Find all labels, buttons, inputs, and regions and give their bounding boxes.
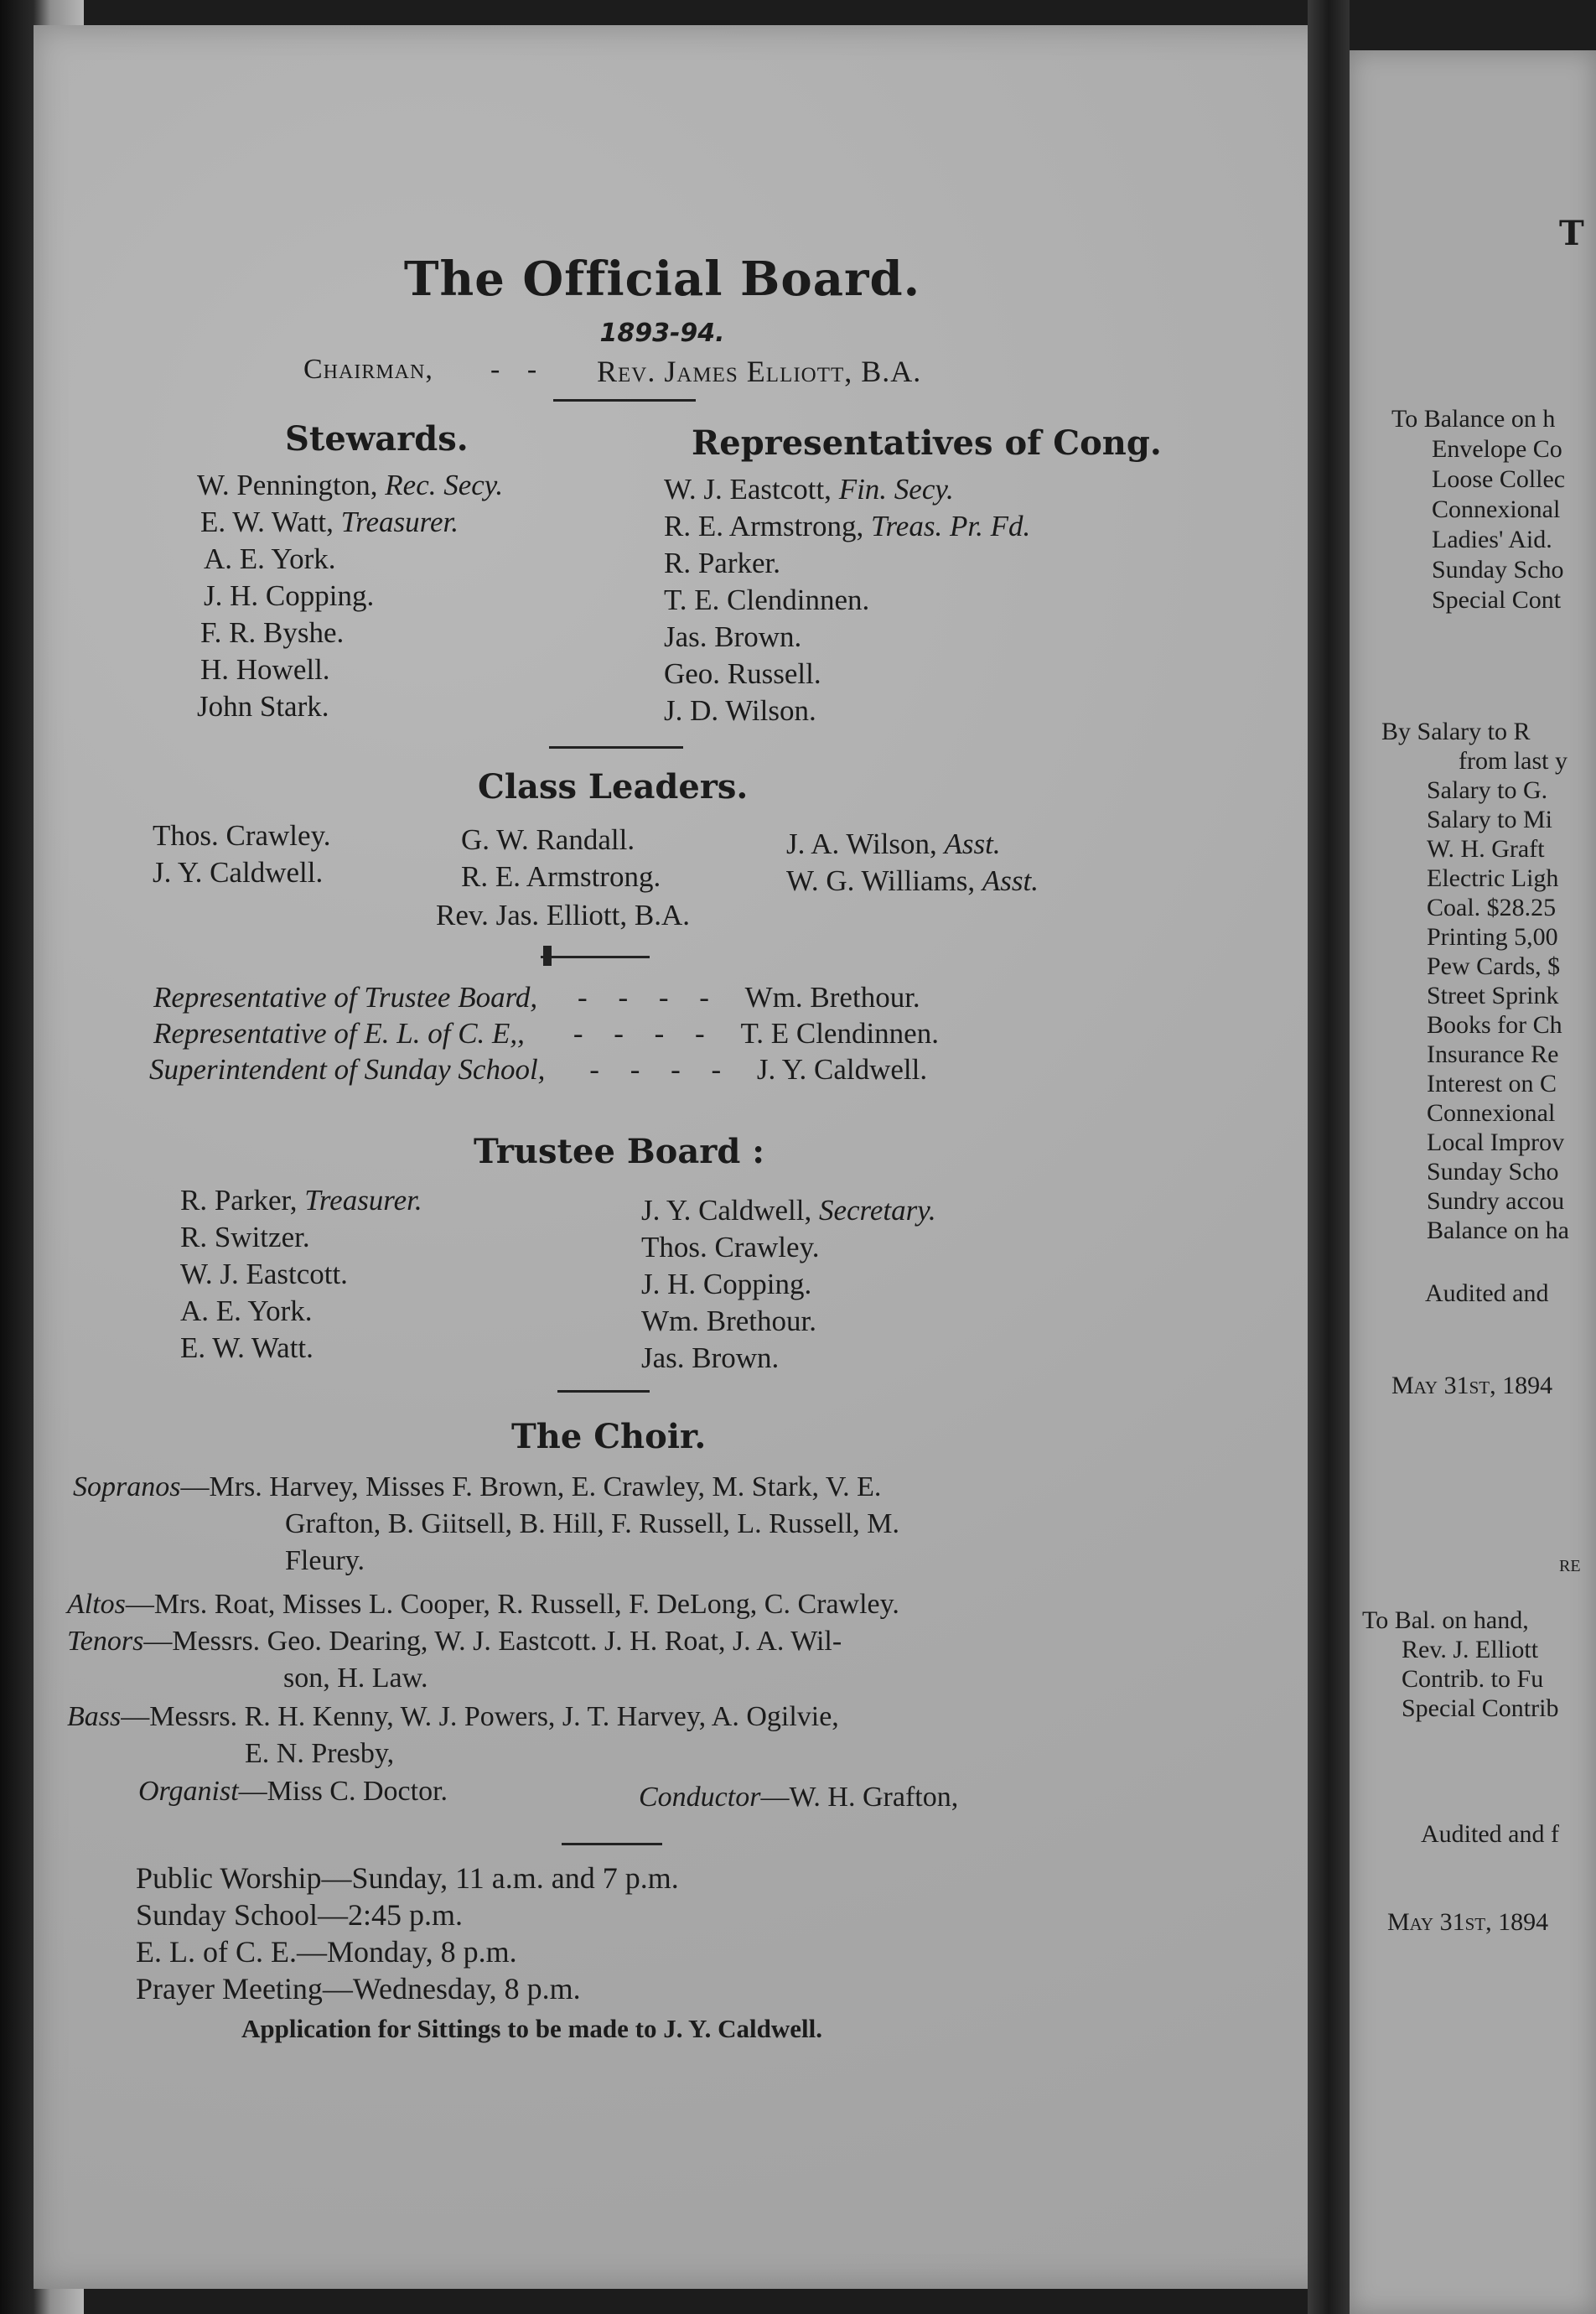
steward-item: John Stark. [197, 690, 329, 723]
choir-heading: The Choir. [511, 1417, 707, 1456]
divider-rule [549, 746, 683, 749]
representative-item: T. E. Clendinnen. [664, 584, 870, 616]
representative-item: R. E. Armstrong, Treas. Pr. Fd. [664, 510, 1031, 542]
application-note: Application for Sittings to be made to J. Y. Caldwell. [241, 2014, 822, 2043]
right-line: Electric Ligh [1427, 864, 1559, 892]
right-line: Special Cont [1432, 586, 1562, 614]
divider-rule [541, 956, 650, 958]
right-line: Ladies' Aid. [1432, 526, 1552, 553]
trustee-item: R. Switzer. [180, 1221, 310, 1253]
right-line: Special Contrib [1402, 1694, 1559, 1722]
trustee-representative-row: Representative of Trustee Board, - - - - Wm. Brethour. [153, 981, 920, 1014]
right-line: May 31st, 1894 [1387, 1908, 1549, 1936]
right-line: To Bal. on hand, [1362, 1606, 1529, 1634]
trustee-board-col1 [180, 1182, 422, 1367]
class-leader-item: Thos. Crawley. [153, 819, 331, 852]
class-leaders-heading: Class Leaders. [478, 767, 749, 807]
right-line: By Salary to R [1381, 718, 1531, 745]
trustee-item: R. Parker, Treasurer. [180, 1184, 422, 1217]
organist-line: Organist—Miss C. Doctor. [138, 1776, 448, 1807]
steward-item: E. W. Watt, Treasurer. [200, 506, 459, 538]
class-leaders-col1 [153, 817, 331, 891]
left-page [34, 25, 1341, 2289]
divider-rule [557, 1390, 650, 1393]
service-time: E. L. of C. E.—Monday, 8 p.m. [136, 1935, 517, 1969]
trustee-item: Jas. Brown. [641, 1341, 780, 1374]
trustee-item: A. E. York. [180, 1294, 313, 1327]
chairman-dashes: - - [490, 354, 547, 385]
right-line: Connexional [1432, 495, 1561, 523]
right-line: Sunday Scho [1432, 556, 1564, 584]
service-time: Prayer Meeting—Wednesday, 8 p.m. [136, 1972, 581, 2005]
el-ce-representative-row: Representative of E. L. of C. E,, - - - - T. E Clendinnen. [153, 1017, 939, 1050]
trustee-item: Thos. Crawley. [641, 1231, 820, 1263]
right-line: Salary to G. [1427, 776, 1548, 804]
sopranos-line: Grafton, B. Giitsell, B. Hill, F. Russell, L. Russell, M. [285, 1508, 900, 1539]
right-line: Interest on C [1427, 1070, 1557, 1097]
representative-item: W. J. Eastcott, Fin. Secy. [664, 473, 954, 506]
right-line: Local Improv [1427, 1128, 1565, 1156]
right-line: Salary to Mi [1427, 806, 1552, 833]
right-line: W. H. Graft [1427, 835, 1545, 863]
right-line: Books for Ch [1427, 1011, 1562, 1039]
right-line: Audited and [1425, 1279, 1549, 1307]
stewards-heading: Stewards. [285, 419, 469, 459]
right-line: Loose Collec [1432, 465, 1566, 493]
divider-ornament [543, 946, 552, 966]
steward-item: J. H. Copping. [204, 579, 375, 612]
representatives-heading: Representatives of Cong. [692, 423, 1162, 463]
trustee-item: E. W. Watt. [180, 1331, 314, 1364]
right-line: Sundry accou [1427, 1187, 1565, 1215]
right-line: Pew Cards, $ [1427, 952, 1561, 980]
trustee-item: Wm. Brethour. [641, 1305, 816, 1337]
right-line: RE [1559, 1557, 1581, 1575]
right-line: Contrib. to Fu [1402, 1665, 1544, 1693]
representative-item: J. D. Wilson. [664, 694, 816, 727]
conductor-line: Conductor—W. H. Grafton, [639, 1782, 959, 1813]
representative-item: Geo. Russell. [664, 657, 821, 690]
class-leader-item: G. W. Randall. [461, 823, 635, 856]
bass-line: E. N. Presby, [245, 1738, 395, 1769]
representative-item: R. Parker. [664, 547, 781, 579]
tenors-line: Tenors—Messrs. Geo. Dearing, W. J. Eastcott. J. H. Roat, J. A. Wil- [67, 1626, 842, 1657]
right-page-heading-fragment: T [1559, 214, 1584, 253]
steward-item: W. Pennington, Rec. Secy. [197, 469, 504, 501]
class-leader-item: W. G. Williams, Asst. [786, 864, 1039, 897]
chairman-label: Chairman, [303, 354, 433, 385]
page-gutter [1308, 0, 1350, 2314]
altos-line: Altos—Mrs. Roat, Misses L. Cooper, R. Russell, F. DeLong, C. Crawley. [67, 1589, 899, 1620]
bass-line: Bass—Messrs. R. H. Kenny, W. J. Powers, J. T. Harvey, A. Ogilvie, [67, 1701, 839, 1732]
right-line: Envelope Co [1432, 435, 1562, 463]
right-line: Coal. $28.25 [1427, 894, 1557, 921]
class-leader-item: J. Y. Caldwell. [153, 856, 324, 889]
chairman-name: Rev. James Elliott, B.A. [597, 355, 922, 388]
right-line: Insurance Re [1427, 1040, 1559, 1068]
class-leader-item: Rev. Jas. Elliott, B.A. [436, 899, 691, 931]
sopranos-line: Fleury. [285, 1545, 365, 1576]
right-line: To Balance on h [1391, 405, 1556, 433]
representative-item: Jas. Brown. [664, 620, 802, 653]
right-page [1350, 50, 1596, 2314]
right-line: Audited and f [1421, 1820, 1559, 1848]
trustee-item: J. H. Copping. [641, 1268, 812, 1300]
sopranos-line: Sopranos—Mrs. Harvey, Misses F. Brown, E. Crawley, M. Stark, V. E. [73, 1471, 882, 1502]
stewards-list [197, 467, 503, 725]
right-line: from last y [1459, 747, 1568, 775]
right-line: Rev. J. Elliott [1402, 1636, 1539, 1663]
tenors-line: son, H. Law. [283, 1663, 428, 1694]
trustee-item: J. Y. Caldwell, Secretary. [641, 1194, 936, 1227]
trustee-board-heading: Trustee Board : [474, 1132, 764, 1171]
sunday-school-superintendent-row: Superintendent of Sunday School, - - - - J. Y. Caldwell. [149, 1053, 928, 1086]
class-leaders-col3 [786, 826, 1039, 900]
class-leader-item: R. E. Armstrong. [461, 860, 661, 893]
representatives-list [664, 471, 1030, 729]
service-time: Public Worship—Sunday, 11 a.m. and 7 p.m. [136, 1861, 679, 1895]
right-line: Balance on ha [1427, 1217, 1569, 1244]
divider-rule [553, 399, 696, 402]
class-leader-item: J. A. Wilson, Asst. [786, 828, 1001, 860]
right-line: Street Sprink [1427, 982, 1559, 1009]
class-leaders-col2 [461, 822, 661, 895]
divider-rule [562, 1843, 662, 1845]
steward-item: H. Howell. [200, 653, 330, 686]
right-line: Connexional [1427, 1099, 1556, 1127]
service-time: Sunday School—2:45 p.m. [136, 1898, 464, 1932]
right-line: Printing 5,00 [1427, 923, 1558, 951]
board-year: 1893-94. [599, 319, 725, 348]
trustee-board-col2 [641, 1192, 936, 1377]
steward-item: F. R. Byshe. [200, 616, 345, 649]
page-title: The Official Board. [403, 252, 921, 307]
steward-item: A. E. York. [204, 542, 336, 575]
right-line: Sunday Scho [1427, 1158, 1559, 1186]
trustee-item: W. J. Eastcott. [180, 1258, 348, 1290]
right-line: May 31st, 1894 [1391, 1372, 1553, 1399]
